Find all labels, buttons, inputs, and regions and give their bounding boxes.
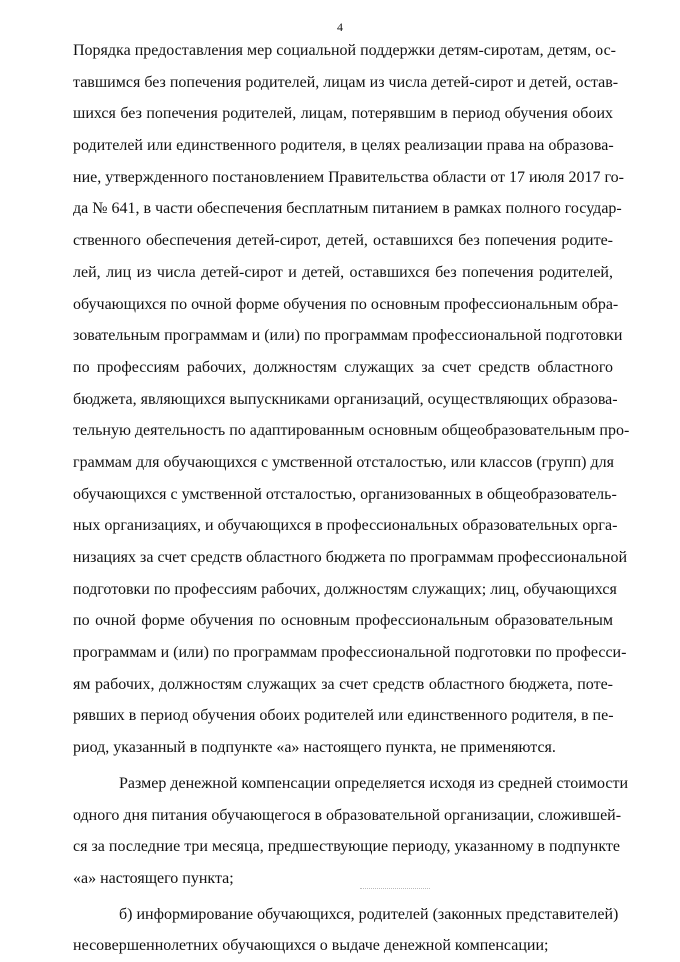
text-line: программам и (или) по программам профессиональной подготовки по професси- [73, 644, 627, 662]
text-line: подготовки по профессиям рабочих, должностям служащих; лиц, обучающихся [73, 580, 617, 598]
text-line: несовершеннолетних обучающихся о выдаче денежной компенсации; [73, 937, 549, 955]
text-line: обучающихся с умственной отсталостью, организованных в общеобразователь- [73, 485, 617, 503]
text-line: лей, лиц из числа детей-сирот и детей, оставшихся без попечения родителей, [73, 263, 613, 281]
text-line: Порядка предоставления мер социальной поддержки детям-сиротам, детям, ос- [73, 42, 616, 59]
text-line: бюджета, являющихся выпускниками организаций, осуществляющих образова- [73, 390, 618, 408]
text-line: родителей или единственного родителя, в целях реализации права на образова- [73, 137, 614, 155]
text-line: обучающихся по очной форме обучения по основным профессиональным обра- [73, 295, 619, 313]
text-line: граммам для обучающихся с умственной отсталостью, или классов (групп) для [73, 453, 614, 471]
text-line: тавшимся без попечения родителей, лицам из числа детей-сирот и детей, остав- [73, 73, 619, 91]
text-line: тельную деятельность по адаптированным основным общеобразовательным про- [73, 422, 630, 440]
text-line: «а» настоящего пункта; [73, 869, 234, 887]
text-line: шихся без попечения родителей, лицам, потерявшим в период обучения обоих [73, 105, 613, 123]
text-line: рявших в период обучения обоих родителей или единственного родителя, в пе- [73, 707, 614, 725]
page-number: 4 [337, 20, 343, 34]
paragraph-continuation [73, 35, 630, 764]
text-line: ственного обеспечения детей-сирот, детей, оставшихся без попечения родите- [73, 232, 613, 250]
text-line: Размер денежной компенсации определяется исходя из средней стоимости [119, 774, 629, 792]
text-line: ние, утвержденного постановлением Правительства области от 17 июля 2017 го- [73, 168, 624, 186]
paragraph-compensation-size [73, 768, 629, 895]
text-line: низациях за счет средств областного бюджета по программам профессиональной [73, 549, 628, 566]
scan-artifact [360, 888, 430, 893]
text-line: б) информирование обучающихся, родителей (законных представителей) [119, 905, 619, 923]
text-line: ся за последние три месяца, предшествующие периоду, указанному в подпункте [73, 838, 621, 856]
text-line: риод, указанный в подпункте «а» настоящего пункта, не применяются. [73, 739, 556, 757]
text-line: да № 641, в части обеспечения бесплатным питанием в рамках полного государ- [73, 200, 622, 218]
text-line: по очной форме обучения по основным профессиональным образовательным [73, 612, 613, 630]
text-line: зовательным программам и (или) по программам профессиональной подготовки [73, 327, 623, 345]
text-line: ных организациях, и обучающихся в профессиональных образовательных орга- [73, 517, 618, 535]
text-line: одного дня питания обучающегося в образовательной организации, сложившей- [73, 806, 622, 824]
paragraph-subitem-b [73, 899, 619, 962]
text-line: ям рабочих, должностям служащих за счет средств областного бюджета, поте- [73, 675, 613, 693]
text-line: по профессиям рабочих, должностям служащих за счет средств областного [73, 358, 613, 376]
document-body [73, 35, 630, 962]
